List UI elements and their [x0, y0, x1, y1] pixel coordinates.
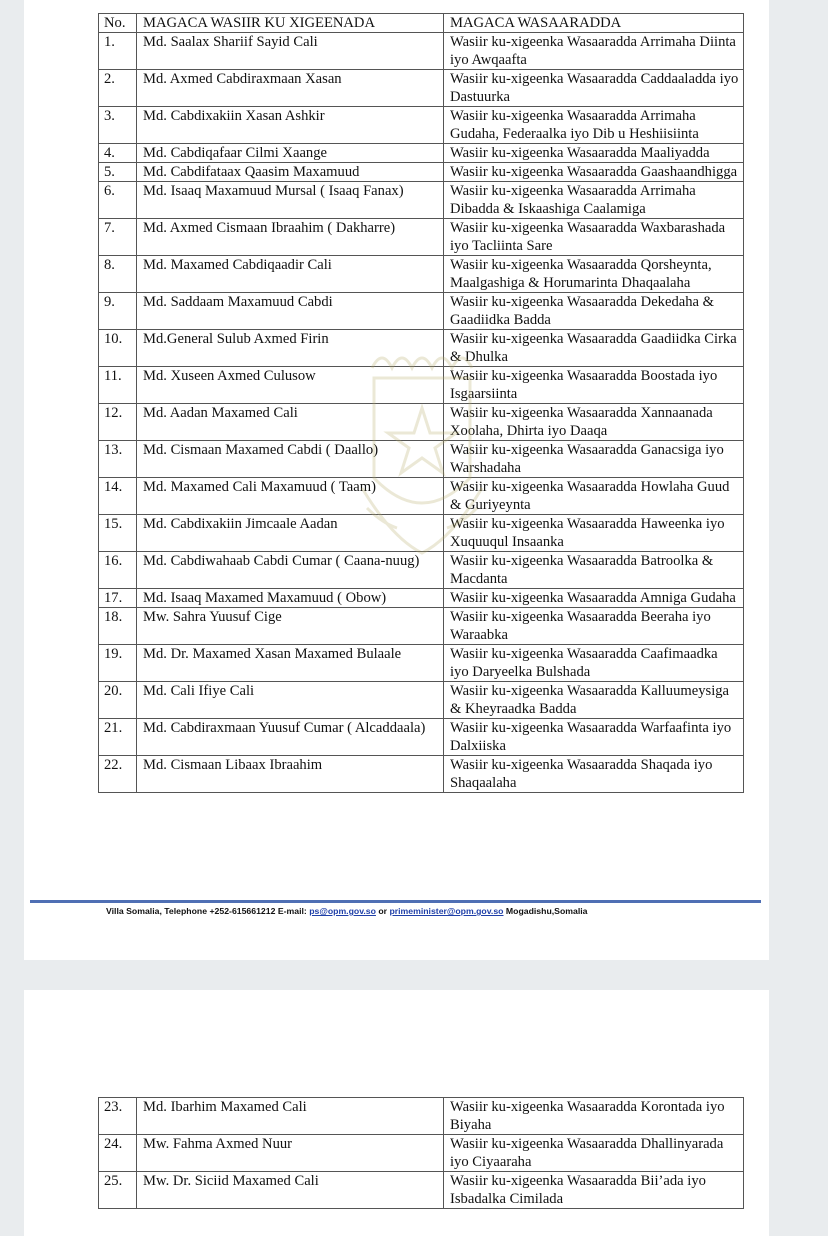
minister-name: Md. Cabdifataax Qaasim Maxamuud — [137, 163, 444, 182]
ministers-table-body — [99, 33, 744, 793]
minister-name: Md. Cismaan Libaax Ibraahim — [137, 756, 444, 793]
table-row — [99, 107, 744, 144]
row-number: 13. — [99, 441, 137, 478]
minister-name: Md. Dr. Maxamed Xasan Maxamed Bulaale — [137, 645, 444, 682]
table-row — [99, 182, 744, 219]
footer-prefix: Villa Somalia, Telephone +252-615661212 E-mail: — [106, 906, 310, 916]
row-number: 1. — [99, 33, 137, 70]
header-ministry-name: MAGACA WASAARADDA — [444, 14, 744, 33]
table-row — [99, 367, 744, 404]
row-number: 5. — [99, 163, 137, 182]
ministry-name: Wasiir ku-xigeenka Wasaaradda Waxbarashada iyo Tacliinta Sare — [444, 219, 744, 256]
table-row — [99, 256, 744, 293]
row-number: 15. — [99, 515, 137, 552]
ministry-name: Wasiir ku-xigeenka Wasaaradda Amniga Gudaha — [444, 589, 744, 608]
ministry-name: Wasiir ku-xigeenka Wasaaradda Gaashaandhigga — [444, 163, 744, 182]
row-number: 24. — [99, 1135, 137, 1172]
ministry-name: Wasiir ku-xigeenka Wasaaradda Bii’ada iyo Isbadalka Cimilada — [444, 1172, 744, 1209]
row-number: 4. — [99, 144, 137, 163]
table-row — [99, 1135, 744, 1172]
ministers-table-continued — [98, 1097, 744, 1209]
ministry-name: Wasiir ku-xigeenka Wasaaradda Qorsheynta, Maalgashiga & Horumarinta Dhaqaalaha — [444, 256, 744, 293]
minister-name: Md. Maxamed Cabdiqaadir Cali — [137, 256, 444, 293]
minister-name: Mw. Dr. Siciid Maxamed Cali — [137, 1172, 444, 1209]
table-row — [99, 682, 744, 719]
row-number: 11. — [99, 367, 137, 404]
table-row — [99, 1098, 744, 1135]
minister-name: Md. Axmed Cismaan Ibraahim ( Dakharre) — [137, 219, 444, 256]
minister-name: Md. Aadan Maxamed Cali — [137, 404, 444, 441]
table-row — [99, 608, 744, 645]
minister-name: Md. Cismaan Maxamed Cabdi ( Daallo) — [137, 441, 444, 478]
footer-contact — [106, 906, 587, 916]
ministry-name: Wasiir ku-xigeenka Wasaaradda Shaqada iyo Shaqaalaha — [444, 756, 744, 793]
table-header-row — [99, 14, 744, 33]
table-row — [99, 70, 744, 107]
minister-name: Md. Cabdixakiin Jimcaale Aadan — [137, 515, 444, 552]
row-number: 25. — [99, 1172, 137, 1209]
minister-name: Md. Axmed Cabdiraxmaan Xasan — [137, 70, 444, 107]
footer-or: or — [375, 906, 390, 916]
email-link-primeminister[interactable]: primeminister@opm.gov.so — [389, 906, 504, 916]
row-number: 17. — [99, 589, 137, 608]
ministry-name: Wasiir ku-xigeenka Wasaaradda Arrimaha Diinta iyo Awqaafta — [444, 33, 744, 70]
document-page-1 — [24, 0, 769, 960]
minister-name: Md. Cabdiraxmaan Yuusuf Cumar ( Alcaddaala) — [137, 719, 444, 756]
minister-name: Mw. Sahra Yuusuf Cige — [137, 608, 444, 645]
ministry-name: Wasiir ku-xigeenka Wasaaradda Dekedaha & Gaadiidka Badda — [444, 293, 744, 330]
table-row — [99, 219, 744, 256]
document-page-2 — [24, 990, 769, 1236]
row-number: 6. — [99, 182, 137, 219]
table-row — [99, 589, 744, 608]
ministry-name: Wasiir ku-xigeenka Wasaaradda Gaadiidka Cirka & Dhulka — [444, 330, 744, 367]
table-row — [99, 330, 744, 367]
row-number: 20. — [99, 682, 137, 719]
table-row — [99, 144, 744, 163]
table-row — [99, 719, 744, 756]
row-number: 16. — [99, 552, 137, 589]
table-row — [99, 404, 744, 441]
row-number: 7. — [99, 219, 137, 256]
header-minister-name: MAGACA WASIIR KU XIGEENADA — [137, 14, 444, 33]
row-number: 10. — [99, 330, 137, 367]
table-row — [99, 33, 744, 70]
ministry-name: Wasiir ku-xigeenka Wasaaradda Howlaha Guud & Guriyeynta — [444, 478, 744, 515]
ministry-name: Wasiir ku-xigeenka Wasaaradda Arrimaha Gudaha, Federaalka iyo Dib u Heshiisiinta — [444, 107, 744, 144]
ministry-name: Wasiir ku-xigeenka Wasaaradda Haweenka iyo Xuquuqul Insaanka — [444, 515, 744, 552]
row-number: 18. — [99, 608, 137, 645]
minister-name: Mw. Fahma Axmed Nuur — [137, 1135, 444, 1172]
minister-name: Md. Cabdiqafaar Cilmi Xaange — [137, 144, 444, 163]
ministry-name: Wasiir ku-xigeenka Wasaaradda Kalluumeysiga & Kheyraadka Badda — [444, 682, 744, 719]
ministry-name: Wasiir ku-xigeenka Wasaaradda Ganacsiga iyo Warshadaha — [444, 441, 744, 478]
row-number: 23. — [99, 1098, 137, 1135]
row-number: 8. — [99, 256, 137, 293]
row-number: 22. — [99, 756, 137, 793]
ministry-name: Wasiir ku-xigeenka Wasaaradda Beeraha iyo Waraabka — [444, 608, 744, 645]
ministry-name: Wasiir ku-xigeenka Wasaaradda Xannaanada Xoolaha, Dhirta iyo Daaqa — [444, 404, 744, 441]
ministry-name: Wasiir ku-xigeenka Wasaaradda Korontada iyo Biyaha — [444, 1098, 744, 1135]
ministry-name: Wasiir ku-xigeenka Wasaaradda Warfaafinta iyo Dalxiiska — [444, 719, 744, 756]
minister-name: Md. Cabdixakiin Xasan Ashkir — [137, 107, 444, 144]
ministry-name: Wasiir ku-xigeenka Wasaaradda Boostada iyo Isgaarsiinta — [444, 367, 744, 404]
minister-name: Md.General Sulub Axmed Firin — [137, 330, 444, 367]
row-number: 14. — [99, 478, 137, 515]
table-row — [99, 293, 744, 330]
row-number: 9. — [99, 293, 137, 330]
table-row — [99, 515, 744, 552]
table-row — [99, 756, 744, 793]
row-number: 21. — [99, 719, 137, 756]
ministry-name: Wasiir ku-xigeenka Wasaaradda Maaliyadda — [444, 144, 744, 163]
footer-divider — [30, 900, 761, 903]
ministers-table-continued-body — [99, 1098, 744, 1209]
table-row — [99, 552, 744, 589]
minister-name: Md. Isaaq Maxamuud Mursal ( Isaaq Fanax) — [137, 182, 444, 219]
table-row — [99, 645, 744, 682]
minister-name: Md. Saddaam Maxamuud Cabdi — [137, 293, 444, 330]
table-row — [99, 163, 744, 182]
row-number: 3. — [99, 107, 137, 144]
ministry-name: Wasiir ku-xigeenka Wasaaradda Caafimaadka iyo Daryeelka Bulshada — [444, 645, 744, 682]
table-row — [99, 1172, 744, 1209]
ministry-name: Wasiir ku-xigeenka Wasaaradda Caddaaladda iyo Dastuurka — [444, 70, 744, 107]
footer-suffix: Mogadishu,Somalia — [503, 906, 588, 916]
email-link-ps[interactable]: ps@opm.gov.so — [309, 906, 376, 916]
minister-name: Md. Cali Ifiye Cali — [137, 682, 444, 719]
minister-name: Md. Saalax Shariif Sayid Cali — [137, 33, 444, 70]
ministry-name: Wasiir ku-xigeenka Wasaaradda Arrimaha Dibadda & Iskaashiga Caalamiga — [444, 182, 744, 219]
minister-name: Md. Ibarhim Maxamed Cali — [137, 1098, 444, 1135]
ministry-name: Wasiir ku-xigeenka Wasaaradda Dhallinyarada iyo Ciyaaraha — [444, 1135, 744, 1172]
minister-name: Md. Cabdiwahaab Cabdi Cumar ( Caana-nuug) — [137, 552, 444, 589]
row-number: 19. — [99, 645, 137, 682]
minister-name: Md. Xuseen Axmed Culusow — [137, 367, 444, 404]
row-number: 2. — [99, 70, 137, 107]
ministers-table — [98, 13, 744, 793]
table-row — [99, 441, 744, 478]
table-row — [99, 478, 744, 515]
ministry-name: Wasiir ku-xigeenka Wasaaradda Batroolka & Macdanta — [444, 552, 744, 589]
minister-name: Md. Isaaq Maxamed Maxamuud ( Obow) — [137, 589, 444, 608]
row-number: 12. — [99, 404, 137, 441]
header-no: No. — [99, 14, 137, 33]
minister-name: Md. Maxamed Cali Maxamuud ( Taam) — [137, 478, 444, 515]
